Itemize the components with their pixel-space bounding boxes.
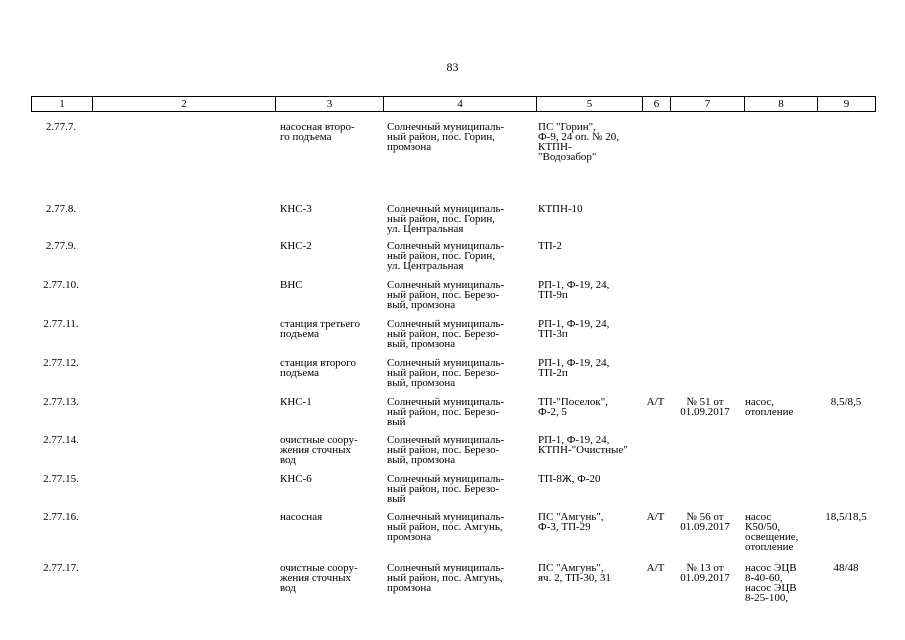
row-number: 2.77.7. — [45, 121, 77, 133]
row-number: 2.77.11. — [43, 318, 79, 330]
header-col-4: 4 — [383, 97, 536, 111]
object-name: очистные соору- жения сточных вод — [280, 562, 358, 594]
power-source: ТП-"Поселок", Ф-2, 5 — [538, 396, 609, 418]
object-name: станция третьего подъема — [280, 318, 360, 340]
row-number: 2.77.16. — [43, 511, 79, 523]
power: 18,5/18,5 — [825, 511, 867, 523]
row-number: 2.77.12. — [43, 357, 79, 369]
power-source: ПС "Амгунь", яч. 2, ТП-30, 31 — [538, 562, 611, 584]
object-name: насосная второ- го подъема — [280, 121, 355, 143]
object-location: Солнечный муниципаль- ный район, пос. Амгунь, промзона — [387, 511, 505, 543]
power: 48/48 — [833, 562, 859, 574]
row-number: 2.77.10. — [43, 279, 79, 291]
header-col-8: 8 — [744, 97, 817, 111]
header-col-7: 7 — [670, 97, 744, 111]
category: А/Т — [646, 396, 665, 408]
row-number: 2.77.13. — [43, 396, 79, 408]
power-source: РП-1, Ф-19, 24, ТП-9п — [538, 279, 610, 301]
document: № 56 от 01.09.2017 — [680, 511, 730, 533]
power-source: ТП-2 — [538, 240, 562, 252]
equipment: насос ЭЦВ 8-40-60, насос ЭЦВ 8-25-100, — [745, 562, 797, 604]
row-number: 2.77.15. — [43, 473, 79, 485]
object-location: Солнечный муниципаль- ный район, пос. Горин, ул. Центральная — [387, 240, 505, 272]
power-source: ПС "Горин", Ф-9, 24 оп. № 20, КТПН- "Водозабор" — [538, 121, 619, 163]
header-col-1: 1 — [59, 98, 65, 110]
object-name: станция второго подъема — [280, 357, 356, 379]
object-location: Солнечный муниципаль- ный район, пос. Горин, ул. Центральная — [387, 203, 505, 235]
header-col-9: 9 — [817, 97, 875, 111]
object-location: Солнечный муниципаль- ный район, пос. Березо- вый — [387, 473, 505, 505]
document: № 51 от 01.09.2017 — [680, 396, 730, 418]
object-location: Солнечный муниципаль- ный район, пос. Амгунь, промзона — [387, 562, 505, 594]
category: А/Т — [646, 511, 665, 523]
page-number: 83 — [446, 60, 459, 74]
object-location: Солнечный муниципаль- ный район, пос. Березо- вый, промзона — [387, 318, 505, 350]
object-location: Солнечный муниципаль- ный район, пос. Березо- вый, промзона — [387, 357, 505, 389]
header-col-3: 3 — [275, 97, 383, 111]
object-name: насосная — [280, 511, 323, 523]
row-number: 2.77.9. — [45, 240, 77, 252]
object-name: очистные соору- жения сточных вод — [280, 434, 358, 466]
object-location: Солнечный муниципаль- ный район, пос. Горин, промзона — [387, 121, 505, 153]
power-source: РП-1, Ф-19, 24, КТПН-"Очистные" — [538, 434, 628, 456]
header-col-2: 2 — [92, 97, 275, 111]
power-source: ПС "Амгунь", Ф-3, ТП-29 — [538, 511, 604, 533]
header-col-6: 6 — [642, 97, 670, 111]
equipment: насос, отопление — [745, 396, 794, 418]
power-source: РП-1, Ф-19, 24, ТП-3п — [538, 318, 610, 340]
power: 8,5/8,5 — [830, 396, 862, 408]
object-name: КНС-2 — [280, 240, 312, 252]
power-source: ТП-8Ж, Ф-20 — [538, 473, 601, 485]
object-name: ВНС — [280, 279, 303, 291]
equipment: насос К50/50, освещение, отопление — [745, 511, 799, 553]
header-col-5: 5 — [536, 97, 642, 111]
object-name: КНС-1 — [280, 396, 312, 408]
power-source: КТПН-10 — [538, 203, 583, 215]
row-number: 2.77.8. — [45, 203, 77, 215]
row-number: 2.77.14. — [43, 434, 79, 446]
object-location: Солнечный муниципаль- ный район, пос. Березо- вый, промзона — [387, 434, 505, 466]
category: А/Т — [646, 562, 665, 574]
table-header — [31, 96, 876, 112]
object-name: КНС-6 — [280, 473, 312, 485]
object-name: КНС-3 — [280, 203, 312, 215]
object-location: Солнечный муниципаль- ный район, пос. Березо- вый, промзона — [387, 279, 505, 311]
object-location: Солнечный муниципаль- ный район, пос. Березо- вый — [387, 396, 505, 428]
row-number: 2.77.17. — [43, 562, 79, 574]
document: № 13 от 01.09.2017 — [680, 562, 730, 584]
power-source: РП-1, Ф-19, 24, ТП-2п — [538, 357, 610, 379]
